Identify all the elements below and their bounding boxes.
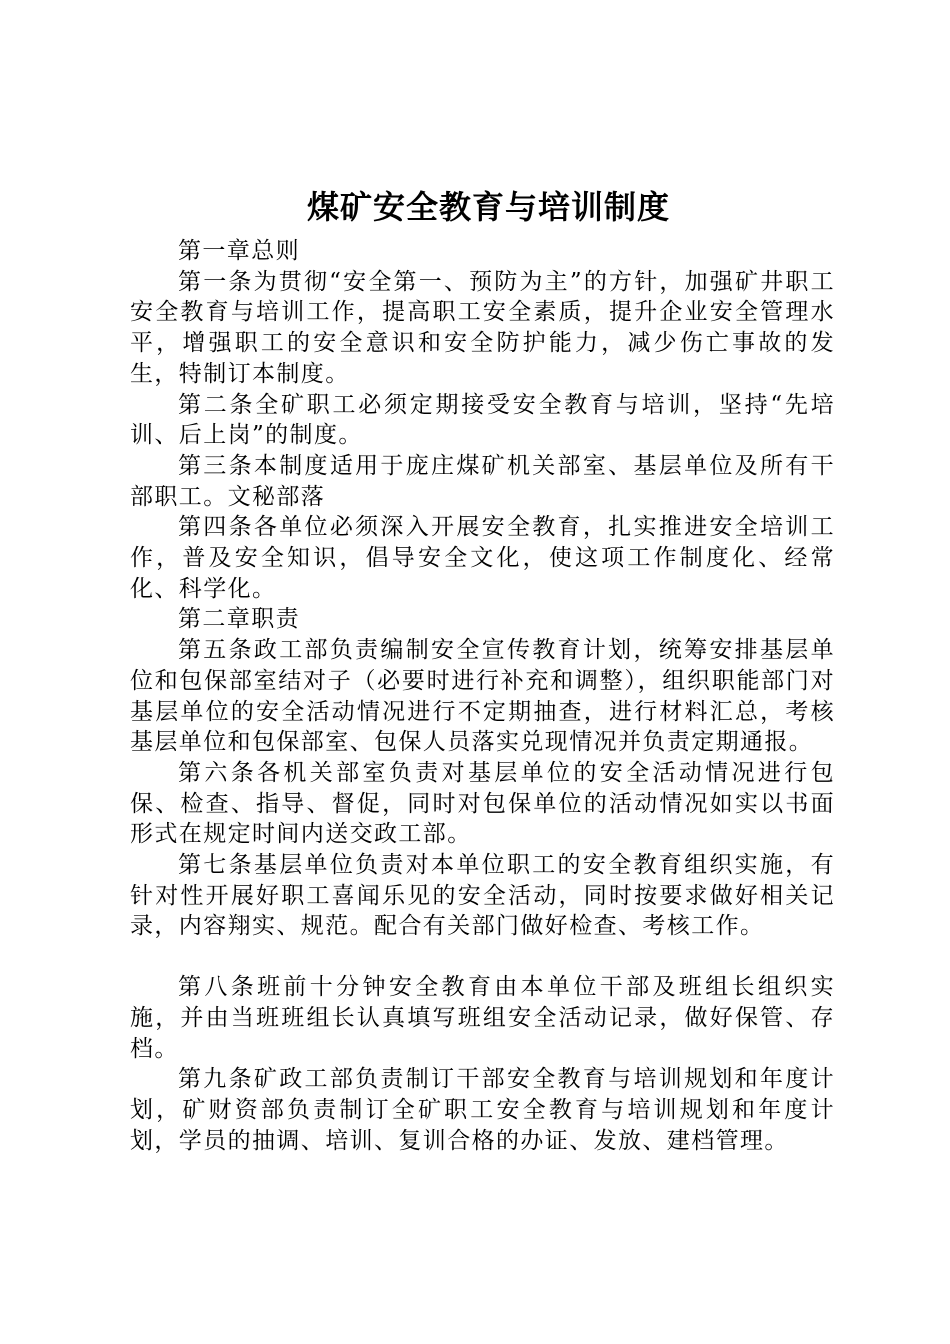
document-title: 煤矿安全教育与培训制度 <box>306 188 670 226</box>
article-9: 第九条矿政工部负责制订干部安全教育与培训规划和年度计划，矿财资部负责制订全矿职工安全教育与培训规划和年度计划，学员的抽调、培训、复训合格的办证、发放、建档管理。 <box>130 1066 835 1154</box>
chapter-heading-2: 第二章职责 <box>178 606 300 633</box>
article-8: 第八条班前十分钟安全教育由本单位干部及班组长组织实施，并由当班班组长认真填写班组安全活动记录，做好保管、存档。 <box>130 974 835 1062</box>
article-3: 第三条本制度适用于庞庄煤矿机关部室、基层单位及所有干部职工。文秘部落 <box>130 452 835 510</box>
document-page <box>130 178 835 1156</box>
article-2: 第二条全矿职工必须定期接受安全教育与培训，坚持“先培训、后上岗”的制度。 <box>130 391 835 449</box>
article-7: 第七条基层单位负责对本单位职工的安全教育组织实施，有针对性开展好职工喜闻乐见的安全活动，同时按要求做好相关记录，内容翔实、规范。配合有关部门做好检查、考核工作。 <box>130 852 835 940</box>
article-4: 第四条各单位必须深入开展安全教育，扎实推进安全培训工作，普及安全知识，倡导安全文化，使这项工作制度化、经常化、科学化。 <box>130 514 835 602</box>
paragraph-gap <box>130 942 835 972</box>
article-5: 第五条政工部负责编制安全宣传教育计划，统筹安排基层单位和包保部室结对子（必要时进行补充和调整），组织职能部门对基层单位的安全活动情况进行不定期抽查，进行材料汇总，考核基层单位和包保部室、包保人员落实兑现情况并负责定期通报。 <box>130 637 835 756</box>
article-6: 第六条各机关部室负责对基层单位的安全活动情况进行包保、检查、指导、督促，同时对包保单位的活动情况如实以书面形式在规定时间内送交政工部。 <box>130 759 835 848</box>
article-1: 第一条为贯彻“安全第一、预防为主”的方针，加强矿井职工安全教育与培训工作，提高职工安全素质，提升企业安全管理水平，增强职工的安全意识和安全防护能力，减少伤亡事故的发生，特制订本制度。 <box>130 268 835 387</box>
chapter-heading-1: 第一章总则 <box>178 238 300 264</box>
